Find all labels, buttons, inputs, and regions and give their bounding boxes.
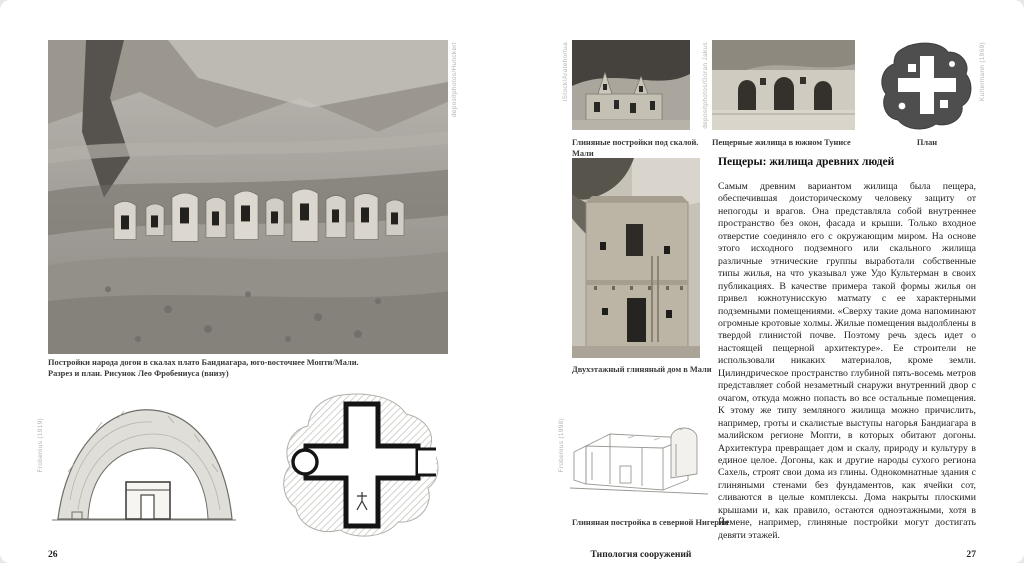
tunisia-cave-dwellings-art: [712, 40, 855, 130]
mali-photo-caption: Глиняные постройки под скалой. Мали: [572, 138, 699, 158]
cave-section-art: [48, 390, 240, 542]
cross-plan-drawing: [278, 388, 443, 542]
tunisia-cave-dwellings-photo: [712, 40, 855, 130]
mali-clay-house-art: [572, 158, 700, 358]
nigeria-clay-building-drawing: [568, 388, 715, 508]
photo-credit-mali: iStock/Aratehortua: [562, 42, 569, 102]
nigeria-drawing-credit: Frobenius (1998): [558, 418, 565, 473]
page-number-right: 27: [966, 549, 976, 560]
plan-caption: План: [916, 138, 938, 147]
matmata-plan-art: [878, 40, 976, 130]
dogon-cliff-photo: [48, 40, 448, 354]
drawings-credit-left: Frobenius (1919): [37, 418, 44, 473]
nigeria-drawing-caption: Глиняная постройка в северной Нигерии: [572, 518, 729, 527]
mali-clay-house-photo: [572, 158, 700, 358]
cave-section-drawing: [48, 390, 240, 542]
house-photo-caption: Двухэтажный глиняный дом в Мали: [572, 365, 712, 374]
running-title: Типология сооружений: [590, 549, 692, 560]
left-photo-caption-line2: Разрез и план. Рисунок Лео Фробениуса (внизу): [48, 369, 229, 378]
left-photo-caption: [48, 357, 438, 379]
page-number-left: 26: [48, 549, 58, 560]
article-heading: Пещеры: жилища древних людей: [718, 155, 895, 168]
mali-clay-buildings-art: [572, 40, 690, 130]
cross-plan-art: [278, 388, 443, 542]
dogon-cliff-photo-art: [48, 40, 448, 354]
mali-clay-buildings-photo: [572, 40, 690, 130]
photo-credit-left: depositphotos/Hunckert: [451, 42, 458, 117]
nigeria-clay-building-art: [568, 388, 715, 508]
left-photo-caption-line1: Постройки народа догон в скалах плато Бандиагара, юго-восточнее Мопти/Мали.: [48, 358, 359, 367]
tunisia-photo-caption: Пещерные жилища в южном Тунисе: [712, 138, 851, 147]
photo-credit-tunisia: depositphotos/Goran Jakus: [702, 42, 709, 129]
article-body: Самым древним вариантом жилища была пещера, обеспечившая доисторическому человеку защиту от непогоды и врагов. Она представляла собой внутреннее пространство без окон, фасада и крыши. Только входное отверстие соединяло его с окружающим миром. На основе этого исходного подземного или скального жилища различные этнические группы выработали собственные типы жилья, на что указывал уже Удо Культерман в своих публикациях. В качестве примера такой формы жилья он привел южнотунисскую матмату с ее характерными подземными помещениями. «Сверху такие дома напоминают огромные кротовые холмы. Жилые помещения выдолблены в твердой глинистой почве. Поэтому речь здесь идет о настоящей пещерной архитектуре». Ее строители не использовали никаких материалов, кроме земли. Цилиндрическое пространство глубиной пять-восемь метров представляет собой незаметный снаружи внутренний двор с очагом, откуда можно попасть во все остальные помещения. К этому же типу земляного жилища можно причислить, например, гроты и скалистые выступы нагорья Бандиагара в малийском регионе Мопти, в которых обитают догоны. Архитектура превращает дом и скалу, природу и культуру в единое целое. Догоны, как и другие народы сухого региона Сахель, строят свои дома из глины. Однокомнатные здания с глиняными стенами без фундаментов, как ячейки сот, сливаются в целые комплексы. Дома накрыты плоскими крышами и, как правило, остаются одноэтажными, хотя в Йемене, например, глиняные постройки могут достигать девяти этажей.: [718, 181, 976, 541]
matmata-plan-drawing: [878, 40, 976, 130]
plan-credit: Kultermann (1969): [979, 42, 986, 101]
